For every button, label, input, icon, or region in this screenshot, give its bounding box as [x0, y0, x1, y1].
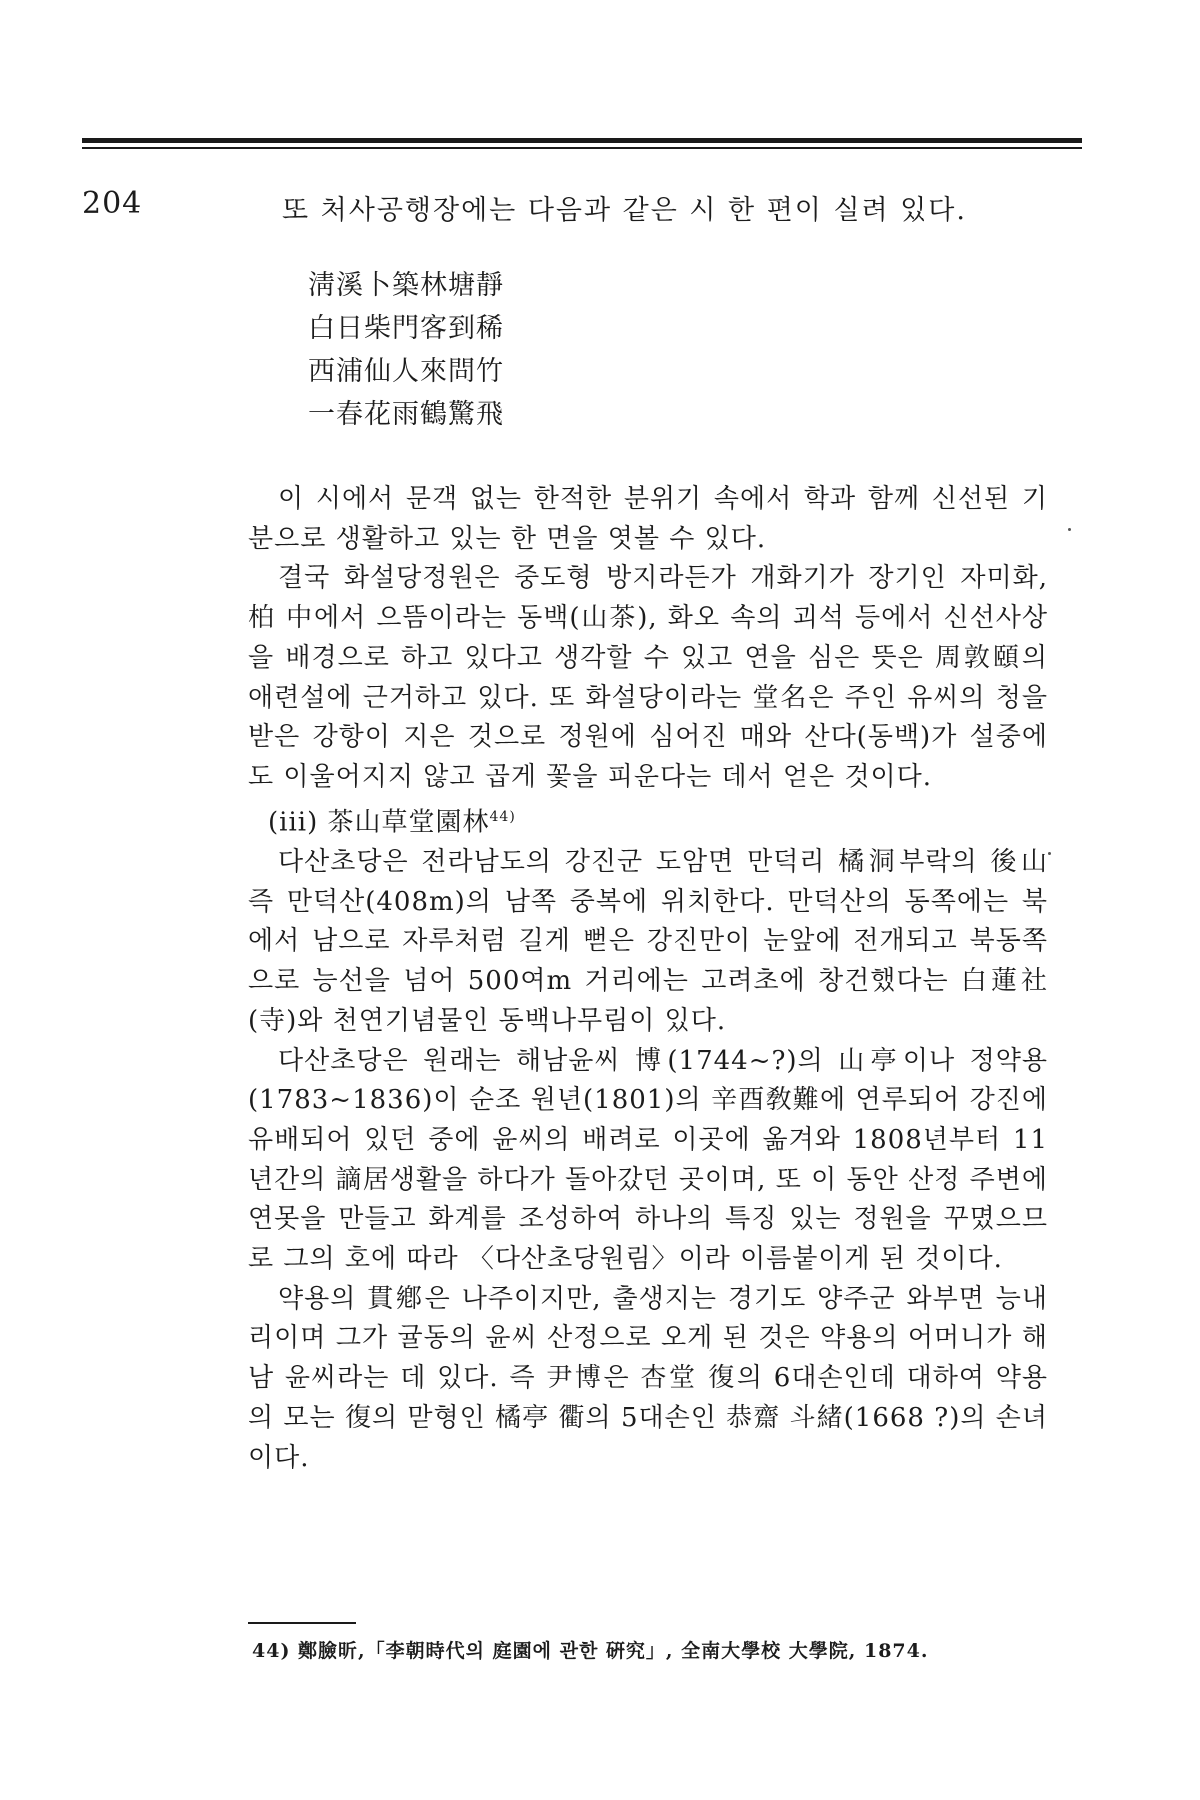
poem-line: 西浦仙人來問竹 [308, 356, 504, 387]
paragraph: 이 시에서 문객 없는 한적한 분위기 속에서 학과 함께 신선된 기분으로 생활하고 있는 한 면을 엿볼 수 있다. [248, 484, 1048, 554]
poem-line: 淸溪卜築林塘靜 [308, 270, 504, 301]
section-heading-text: (iii) 茶山草堂園林 [268, 807, 490, 838]
header-rule-thick [82, 138, 1082, 143]
header-rule-thin [82, 147, 1082, 149]
footnote-reference: 44) [489, 808, 516, 825]
paragraph: 결국 화설당정원은 중도형 방지라든가 개화기가 장기인 자미화, 柏 中에서 으뜸이라는 동백(山茶), 화오 속의 괴석 등에서 신선사상을 배경으로 하고 있다고 생각할 수 있고 연을 심은 뜻은 周敦頤의 애련설에 근거하고 있다. 또 화설당이라는 堂名은 주인 유씨의 청을 받은 강항이 지은 것으로 정원에 심어진 매와 산다(동백)가 설중에도 이울어지지 않고 곱게 꽃을 피운다는 데서 얻은 것이다. [248, 563, 1048, 792]
footnote: 44) 鄭臉昕,「李朝時代의 庭園에 관한 硏究」, 全南大學校 大學院, 1874. [252, 1640, 929, 1662]
poem-line: 一春花雨鶴驚飛 [308, 399, 504, 430]
scan-speck [1048, 852, 1051, 855]
paragraph: 다산초당은 전라남도의 강진군 도암면 만덕리 橘洞부락의 後山 즉 만덕산(408m)의 남쪽 중복에 위치한다. 만덕산의 동쪽에는 북에서 남으로 자루처럼 길게 뻗은 강진만이 눈앞에 전개되고 북동쪽으로 능선을 넘어 500여m 거리에는 고려초에 창건했다는 白蓮社(寺)와 천연기념물인 동백나무림이 있다. [248, 846, 1048, 1036]
poem-line: 白日柴門客到稀 [308, 313, 504, 344]
page-number: 204 [82, 186, 143, 221]
scan-speck [1068, 528, 1071, 531]
paragraph: 약용의 貫鄕은 나주이지만, 출생지는 경기도 양주군 와부면 능내리이며 그가 귤동의 윤씨 산정으로 오게 된 것은 약용의 어머니가 해남 윤씨라는 데 있다. 즉 尹博은 杏堂 復의 6대손인데 대하여 약용의 모는 復의 맏형인 橘亭 衢의 5대손인 恭齋 斗緒(1668 ?)의 손녀이다. [248, 1283, 1048, 1473]
intro-line: 또 처사공행장에는 다음과 같은 시 한 편이 실려 있다. [282, 195, 967, 226]
body-text [248, 480, 1048, 1478]
paragraph: 다산초당은 원래는 해남윤씨 博(1744~?)의 山亭이나 정약용(1783~1836)이 순조 원년(1801)의 辛酉敎難에 연루되어 강진에 유배되어 있던 중에 윤씨의 배려로 이곳에 옮겨와 1808년부터 11년간의 謫居생활을 하다가 돌아갔던 곳이며, 또 이 동안 산정 주변에 연못을 만들고 화계를 조성하여 하나의 특징 있는 정원을 꾸몄으므로 그의 호에 따라 〈다산초당원림〉이라 이름붙이게 된 것이다. [248, 1045, 1048, 1275]
section-heading [248, 798, 1048, 843]
footnote-rule [248, 1622, 356, 1624]
poem-block [308, 264, 504, 436]
